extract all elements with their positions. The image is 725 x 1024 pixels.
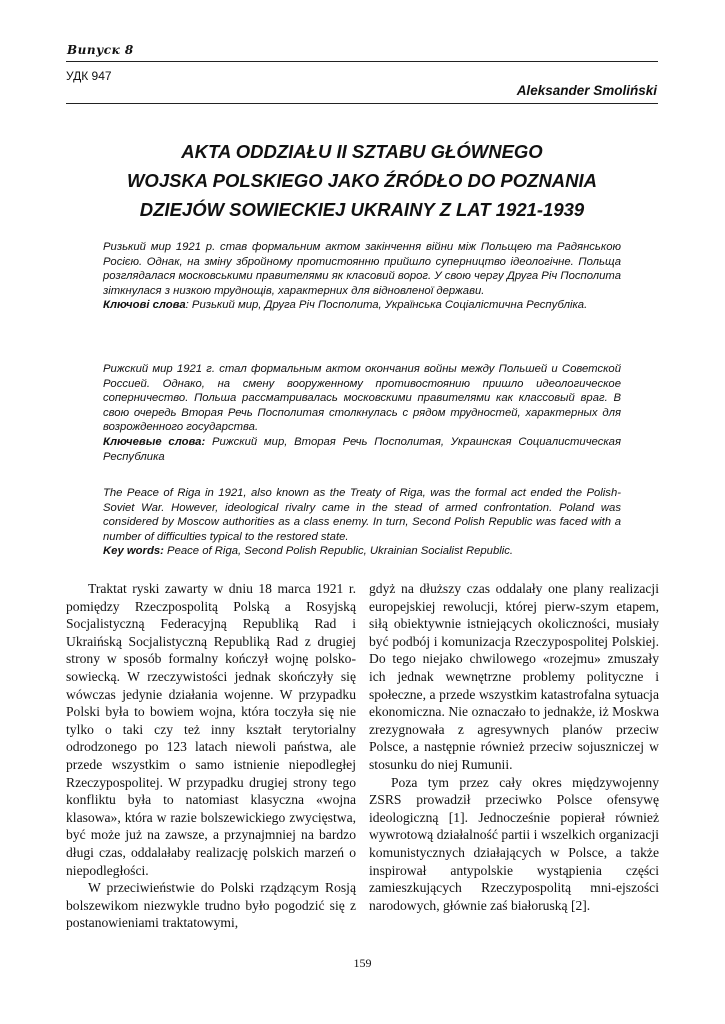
body-paragraph: Traktat ryski zawarty w dniu 18 marca 1921 r. pomiędzy Rzeczpospolitą Polską a Rosyjską Socjalistyczną Federacyjną Republiką Rad i Ukraińską Socjalistyczną Republiką Rad z drugiej strony w sposób formalny kończył wojnę polsko-sowiecką. W rzeczywistości jednak skończyły się wówczas jedynie działania wojenne. W przypadku Polski była to bowiem wojna, która toczyła się nie tylko o taki czy też inny kształt terytorialny odrodzonego po 123 latach niewoli państwa, ale przede wszystkim o samo istnienie niepodległej Rzeczypospolitej. W przypadku drugiej strony tego konfliktu była to natomiast klasyczna «wojna klasowa», która w razie bolszewickiego zwycięstwa, być może już na zawsze, a przynajmniej na bardzo długi czas, oddalałaby realizację polskich marzeń o niepodległości.	[66, 581, 356, 878]
abstract-english	[103, 486, 621, 559]
body-paragraph: W przeciwieństwie do Polski rządzącym Rosją bolszewikom niezwykle trudno było pogodzić się z postanowieniami traktatowymi,	[66, 880, 356, 931]
keywords-text: Рижский мир, Вторая Речь Посполитая, Украинская Социалистическая Республика	[103, 435, 621, 463]
keywords	[103, 298, 621, 313]
keywords	[103, 544, 621, 559]
body-paragraph: gdyż na dłuższy czas oddalały one plany realizacji europejskiej rewolucji, której pierw-szym etapem, siłą obiektywnie istniejących okoliczności, musiały być podbój i komunizacja Rzeczypospolitej Polskiej. Do tego niejako chwilowego «rozejmu» zmuszały ich jednak wewnętrzne problemy polityczne i społeczne, a przede wszystkim katastrofalna sytuacja ekonomiczna. Nie oznaczało to jednakże, iż Moskwa zrezygnowała z agresywnych planów przeciw Polsce, a następnie również przeciw sojuszniczej w stosunku do niej Rumunii.	[369, 581, 659, 772]
body-paragraph: Poza tym przez cały okres międzywojenny ZSRS prowadził przeciwko Polsce ofensywę ideologiczną [1]. Jednocześnie popierał również wywrotową działalność partii i wszelkich organizacji komunistycznych działających w Polsce, a także inspirował antypolskie wystąpienia części zamieszkujących Rzeczypospolitą mni-ejszości narodowych, głównie zaś białoruską [2].	[369, 774, 659, 913]
article-title	[66, 137, 658, 224]
author-divider	[66, 103, 658, 104]
keywords-text: : Ризький мир, Друга Річ Посполита, Українська Соціалістична Республіка.	[185, 299, 588, 312]
udk-code: УДК 947	[66, 69, 112, 83]
abstract-text: Ризький мир 1921 р. став формальним актом закінчення війни між Польщею та Радянською Росією. Однак, на зміну збройному протистоянню прийшло суперництво ідеологічне. Польща розглядалася московськими правителями як класовий ворог. У свою чергу Друга Річ Посполита зіткнулася з низкою труднощів, характерних для відновленої держави.	[103, 241, 621, 297]
title-line-1: AKTA ODDZIAŁU II SZTABU GŁÓWNEGO	[181, 141, 543, 162]
keywords-label: Ключевые слова:	[103, 435, 206, 448]
body-column-left	[66, 580, 356, 932]
journal-issue-label: Випуск 8	[67, 43, 134, 57]
abstract-russian	[103, 362, 621, 464]
header-divider	[66, 61, 658, 62]
body-column-right	[369, 580, 659, 914]
title-line-3: DZIEJÓW SOWIECKIEJ UKRAINY Z LAT 1921-1939	[139, 199, 585, 220]
abstract-text: Рижский мир 1921 г. стал формальным актом окончания войны между Польшей и Советской Россией. Однако, на смену вооруженному противостоянию пришло идеологическое соперничество. Польша рассматривалась московскими правителями как классовый враг. В свою очередь Вторая Речь Посполитая столкнулась с рядом трудностей, характерных для возрожденного государства.	[103, 363, 621, 434]
abstract-text: The Peace of Riga in 1921, also known as the Treaty of Riga, was the formal act ended the Polish-Soviet War. However, ideological rivalry came in the stead of armed confrontation. Poland was considered by Moscow authorities as a class enemy. In turn, Second Polish Republic was faced with a number of difficulties typical to the restored state.	[103, 487, 621, 543]
keywords-label: Key words:	[103, 545, 164, 558]
title-line-2: WOJSKA POLSKIEGO JAKO ŹRÓDŁO DO POZNANIA	[126, 170, 598, 191]
keywords-label: Ключові слова	[103, 299, 186, 312]
keywords	[103, 435, 621, 464]
author-name: Aleksander Smoliński	[516, 83, 657, 98]
keywords-text: Peace of Riga, Second Polish Republic, Ukrainian Socialist Republic.	[163, 545, 514, 558]
abstract-ukrainian	[103, 240, 621, 313]
page-number: 159	[353, 956, 372, 970]
